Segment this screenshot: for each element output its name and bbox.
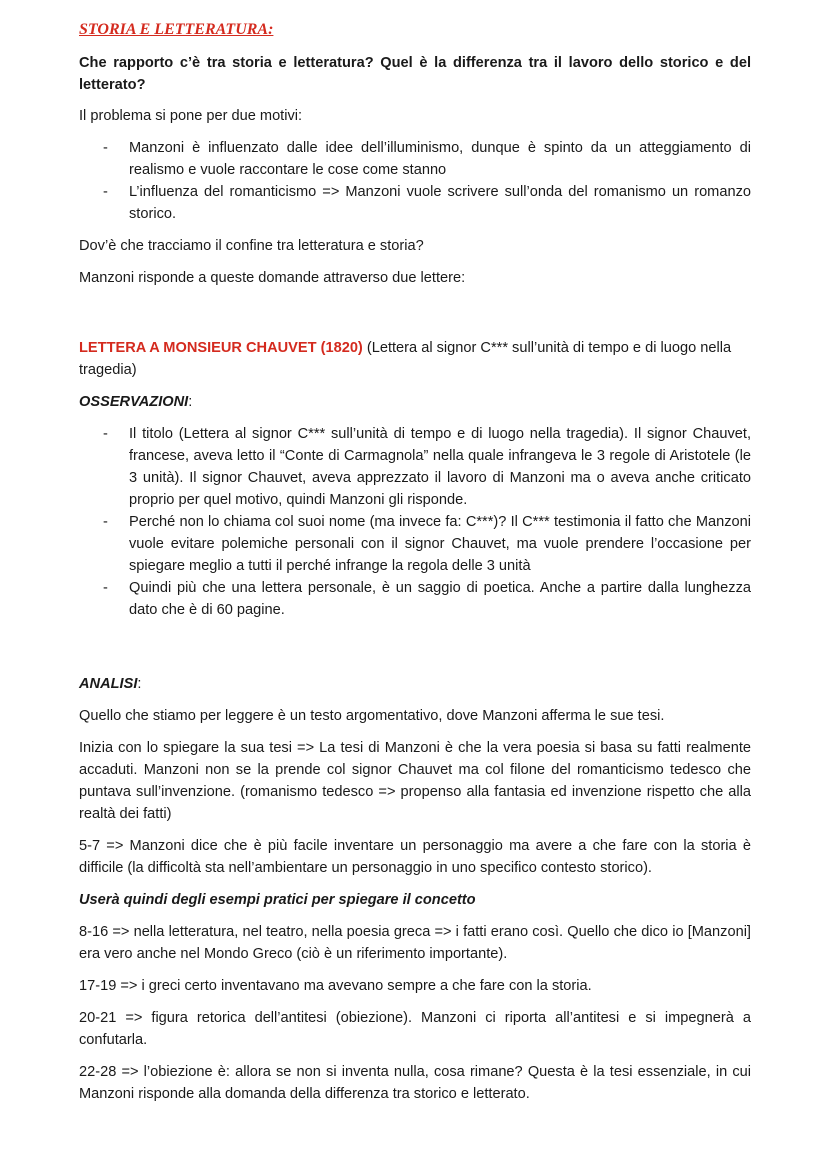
analisi-colon: : [137, 676, 142, 692]
document-page [79, 18, 751, 1115]
analisi-heading [79, 673, 751, 695]
list-item: - Il titolo (Lettera al signor C*** sull’unità di tempo e di luogo nella tragedia). Il signor Chauvet, francese, aveva letto il “Conte di Carmagnola” nella quale infrangeva le 3 regole di Aristotele (le 3 unità). Il signor Chauvet, aveva apprezzato il lavoro di Manzoni ma o aveva anche criticato proprio per quel motivo, quindi Manzoni gli risponde. [79, 423, 751, 511]
lettera-title: LETTERA A MONSIEUR CHAUVET (1820) [79, 340, 363, 356]
analisi-paragraph: Inizia con lo spiegare la sua tesi => La tesi di Manzoni è che la vera poesia si basa su fatti realmente accaduti. Manzoni non se la prende col signor Chauvet ma col filone del romanticismo tedesco che puntava sull’invenzione. (romanismo tedesco => propenso alla fantasia ed invenzione rispetto che alla realtà dei fatti) [79, 740, 751, 822]
page-title: STORIA E LETTERATURA: [79, 21, 274, 38]
lettera-heading [79, 337, 751, 381]
spacer [79, 631, 751, 667]
confine-paragraph: Dov’è che tracciamo il confine tra letteratura e storia? [79, 238, 424, 254]
lettera-subtitle: (Lettera al signor C*** sull’unità di tempo e di luogo nella tragedia) [79, 340, 732, 378]
osservazioni-heading [79, 391, 751, 413]
esempi-paragraph: 22-28 => l’obiezione è: allora se non si inventa nulla, cosa rimane? Questa è la tesi essenziale, in cui Manzoni risponde alla domanda della differenza tra storico e letterato. [79, 1064, 751, 1102]
analisi-paragraph: Quello che stiamo per leggere è un testo argomentativo, dove Manzoni afferma le sue tesi. [79, 708, 665, 724]
spacer [79, 289, 751, 329]
osservazioni-label: OSSERVAZIONI [79, 394, 189, 410]
esempi-paragraph: 8-16 => nella letteratura, nel teatro, nella poesia greca => i fatti erano così. Quello che dico io [Manzoni] era vero anche nel Mondo Greco (ciò è un riferimento importante). [79, 924, 751, 962]
lettere-paragraph: Manzoni risponde a queste domande attraverso due lettere: [79, 270, 466, 286]
esempi-heading: Userà quindi degli esempi pratici per spiegare il concetto [79, 892, 476, 908]
main-question: Che rapporto c’è tra storia e letteratura? Quel è la differenza tra il lavoro dello storico e del letterato? [79, 55, 751, 93]
list-item: - Perché non lo chiama col suoi nome (ma invece fa: C***)? Il C*** testimonia il fatto che Manzoni vuole evitare polemiche personali con il signor Chauvet, ma vuole prendere l’occasione per spiegare meglio a tutti il perché infrange la regola delle 3 unità [79, 511, 751, 577]
list-item: - Quindi più che una lettera personale, è un saggio di poetica. Anche a partire dalla lunghezza dato che è di 60 pagine. [79, 577, 751, 621]
list-item: - L’influenza del romanticismo => Manzoni vuole scrivere sull’onda del romanismo un romanzo storico. [79, 181, 751, 225]
analisi-paragraph: 5-7 => Manzoni dice che è più facile inventare un personaggio ma avere a che fare con la storia è difficile (la difficoltà sta nell’ambientare un personaggio in uno specifico contesto storico). [79, 838, 751, 876]
esempi-paragraph: 20-21 => figura retorica dell’antitesi (obiezione). Manzoni ci riporta all’antitesi e si impegnerà a confutarla. [79, 1010, 751, 1048]
osservazioni-list [79, 423, 751, 621]
intro-paragraph: Il problema si pone per due motivi: [79, 108, 303, 124]
esempi-paragraph: 17-19 => i greci certo inventavano ma avevano sempre a che fare con la storia. [79, 978, 592, 994]
osservazioni-colon: : [188, 394, 193, 410]
list-item: - Manzoni è influenzato dalle idee dell’illuminismo, dunque è spinto da un atteggiamento di realismo e vuole raccontare le cose come stanno [79, 137, 751, 181]
motivi-list [79, 137, 751, 225]
analisi-label: ANALISI [79, 676, 138, 692]
